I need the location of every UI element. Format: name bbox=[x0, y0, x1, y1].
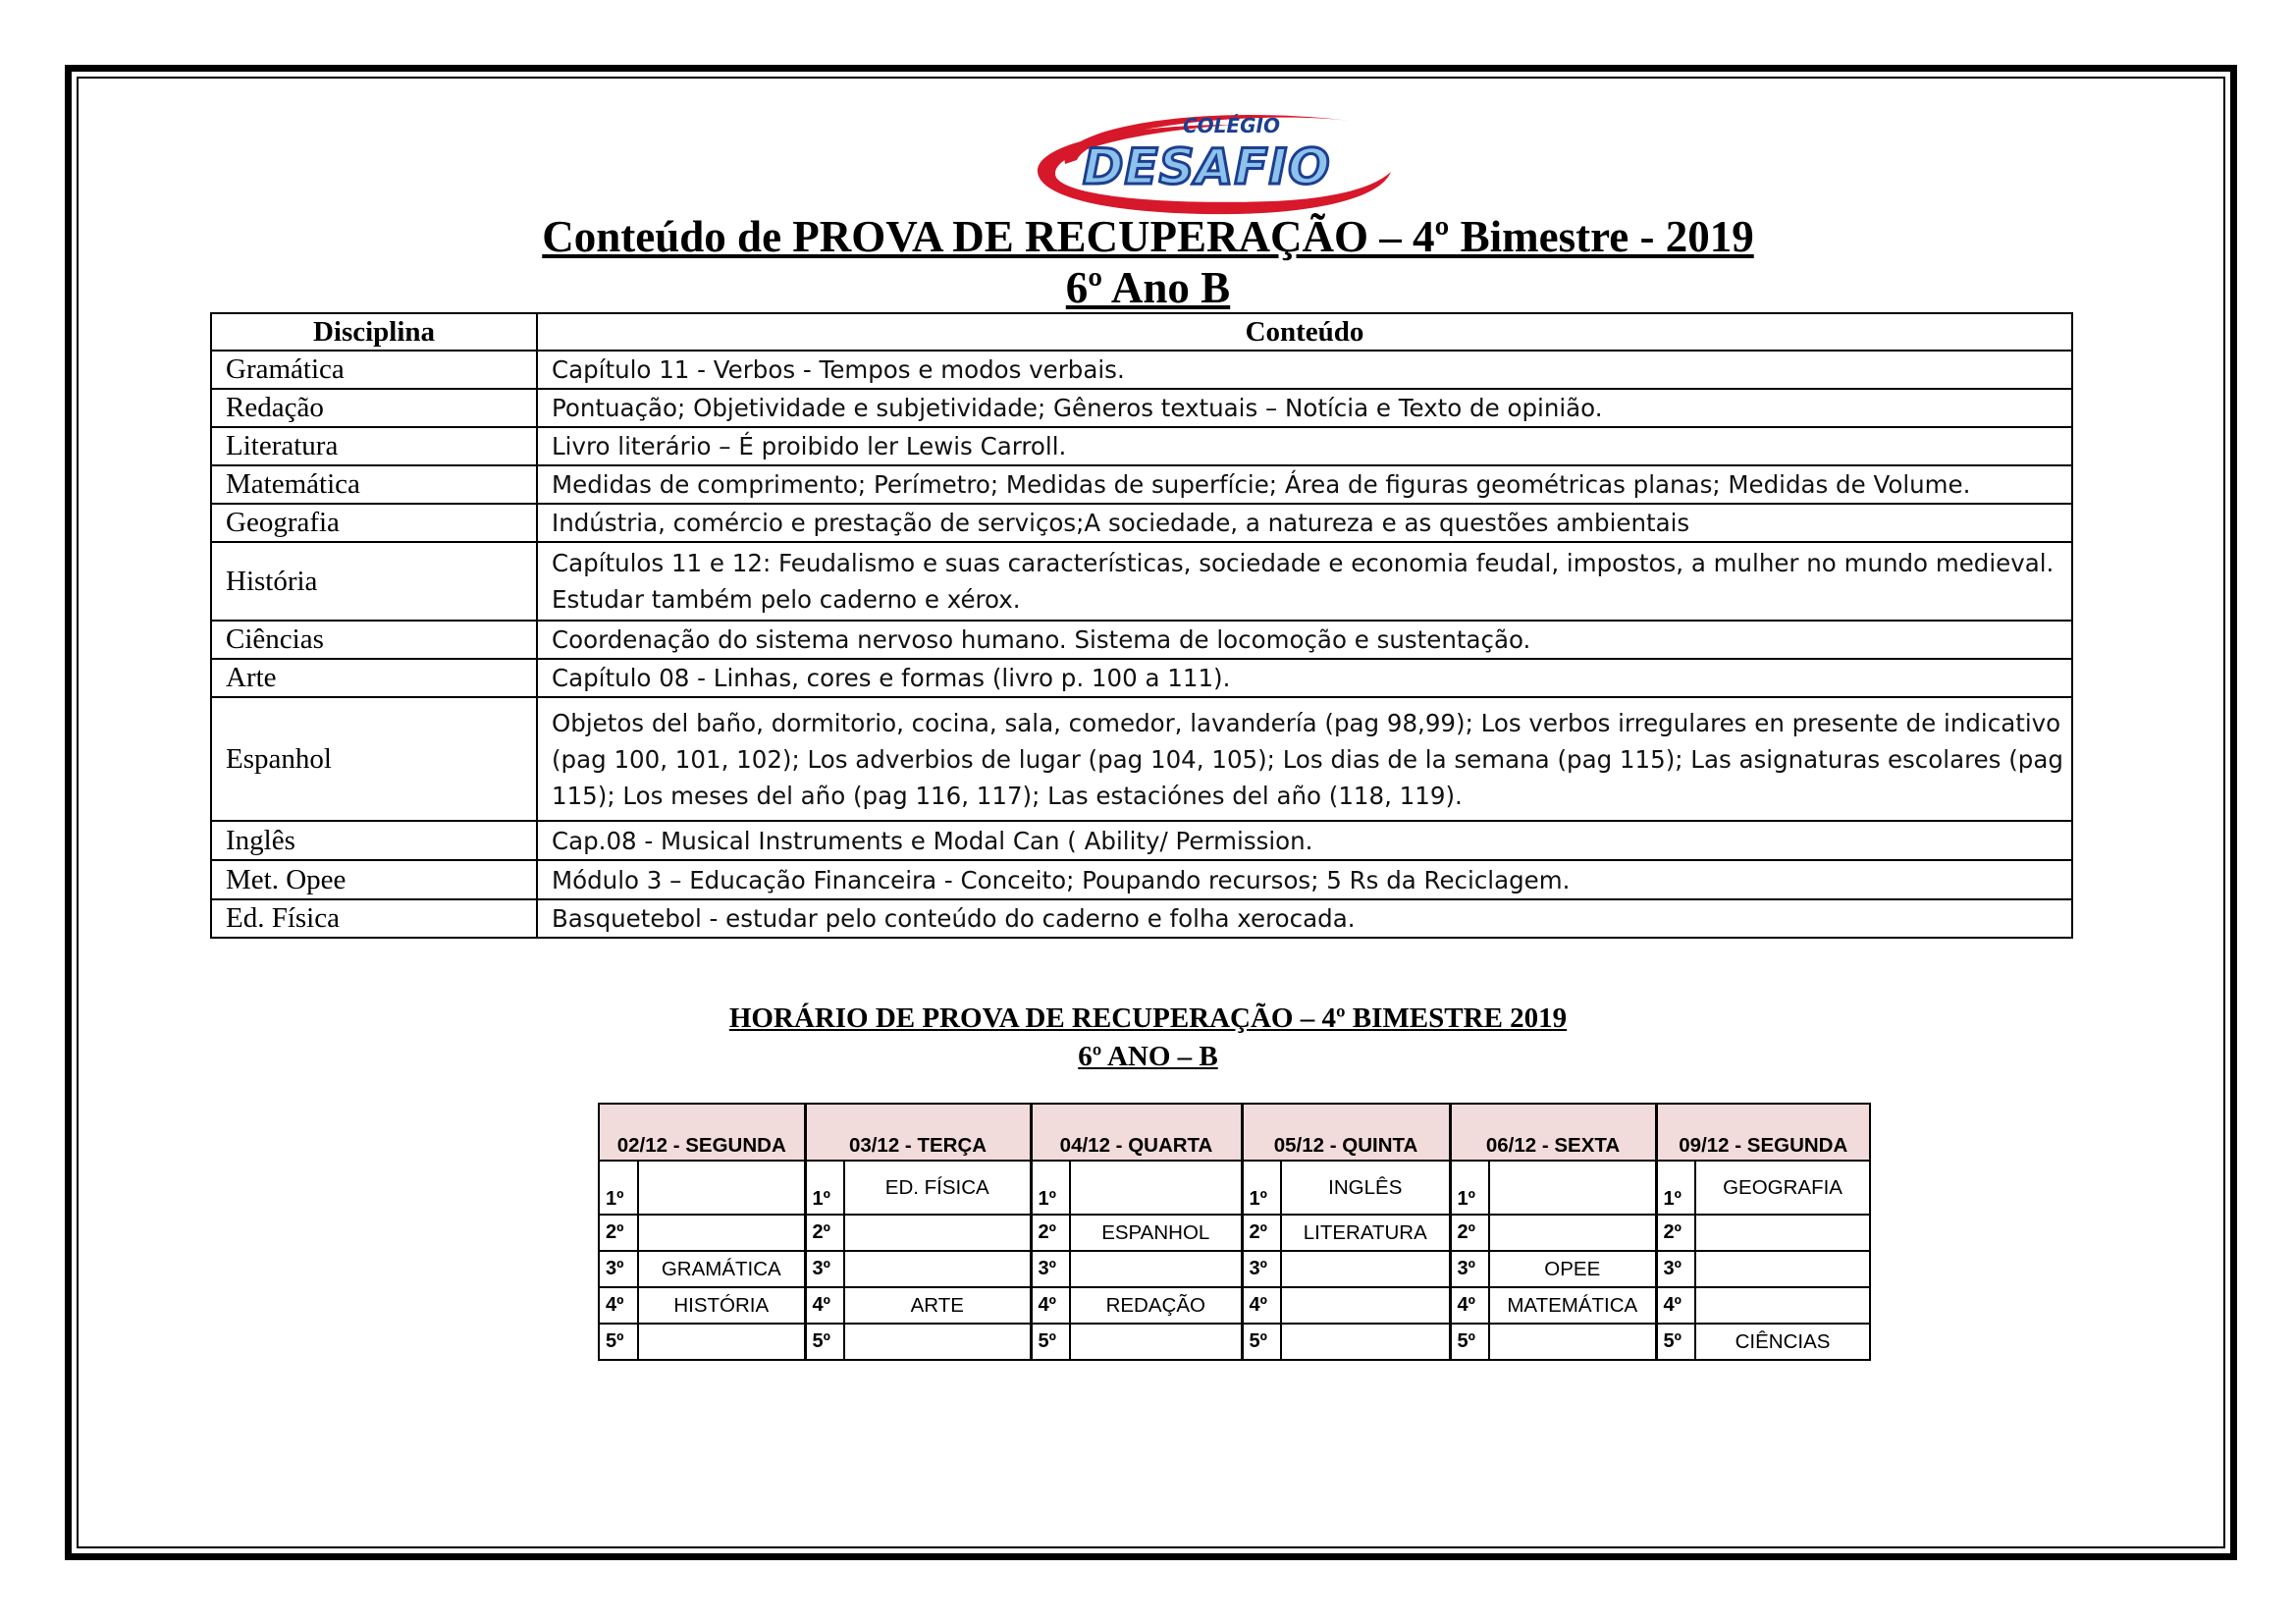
exam-slot bbox=[844, 1324, 1031, 1360]
table-row bbox=[211, 504, 2072, 542]
exam-slot bbox=[638, 1324, 805, 1360]
period-number: 3º bbox=[1450, 1251, 1489, 1287]
disciplina-cell: Redação bbox=[211, 389, 537, 427]
exam-slot: ARTE bbox=[844, 1287, 1031, 1324]
period-number: 4º bbox=[599, 1287, 638, 1324]
period-number: 5º bbox=[599, 1324, 638, 1360]
schedule-row bbox=[599, 1324, 1870, 1360]
exam-slot bbox=[1489, 1161, 1656, 1215]
page-title: Conteúdo de PROVA DE RECUPERAÇÃO – 4º Bimestre - 2019 bbox=[542, 212, 1754, 261]
exam-slot bbox=[1281, 1287, 1450, 1324]
content-table-header bbox=[211, 313, 2072, 351]
period-number: 1º bbox=[1656, 1161, 1695, 1215]
conteudo-cell: Coordenação do sistema nervoso humano. Sistema de locomoção e sustentação. bbox=[537, 621, 2072, 659]
conteudo-cell: Pontuação; Objetividade e subjetividade; Gêneros textuais – Notícia e Texto de opinião. bbox=[537, 389, 2072, 427]
conteudo-cell: Medidas de comprimento; Perímetro; Medidas de superfície; Área de figuras geométricas planas; Medidas de Volume. bbox=[537, 465, 2072, 504]
exam-slot bbox=[638, 1215, 805, 1251]
table-row bbox=[211, 542, 2072, 621]
exam-slot bbox=[1281, 1251, 1450, 1287]
schedule-header-row bbox=[599, 1104, 1870, 1161]
table-row bbox=[211, 659, 2072, 697]
exam-slot bbox=[1489, 1324, 1656, 1360]
disciplina-cell: Arte bbox=[211, 659, 537, 697]
schedule-table bbox=[598, 1103, 1871, 1361]
period-number: 5º bbox=[1242, 1324, 1281, 1360]
conteudo-cell: Módulo 3 – Educação Financeira - Conceito; Poupando recursos; 5 Rs da Reciclagem. bbox=[537, 860, 2072, 899]
svg-text:COLÉGIO: COLÉGIO bbox=[1183, 114, 1280, 137]
exam-slot bbox=[1695, 1287, 1870, 1324]
exam-slot: CIÊNCIAS bbox=[1695, 1324, 1870, 1360]
header-disciplina: Disciplina bbox=[211, 313, 537, 351]
exam-slot bbox=[1070, 1324, 1242, 1360]
period-number: 3º bbox=[805, 1251, 844, 1287]
conteudo-cell: Objetos del baño, dormitorio, cocina, sala, comedor, lavandería (pag 98,99); Los verbos irregulares en presente de indicativo (pag 100, 101, 102); Los adverbios de lugar (pag 104, 105); Los dias de la semana (pag 115); Las asignaturas escolares (pag 115); Los meses del año (pag 116, 117); Las estaciónes del año (118, 119). bbox=[537, 697, 2072, 821]
period-number: 3º bbox=[1656, 1251, 1695, 1287]
table-row bbox=[211, 899, 2072, 938]
exam-slot: ED. FÍSICA bbox=[844, 1161, 1031, 1215]
period-number: 1º bbox=[805, 1161, 844, 1215]
table-row bbox=[211, 427, 2072, 465]
period-number: 4º bbox=[1031, 1287, 1070, 1324]
exam-slot bbox=[1489, 1215, 1656, 1251]
disciplina-cell: Ciências bbox=[211, 621, 537, 659]
period-number: 1º bbox=[1031, 1161, 1070, 1215]
period-number: 1º bbox=[599, 1161, 638, 1215]
period-number: 2º bbox=[599, 1215, 638, 1251]
disciplina-cell: Met. Opee bbox=[211, 860, 537, 899]
exam-slot: HISTÓRIA bbox=[638, 1287, 805, 1324]
period-number: 3º bbox=[1031, 1251, 1070, 1287]
exam-slot bbox=[1070, 1161, 1242, 1215]
day-header: 04/12 - QUARTA bbox=[1031, 1104, 1242, 1161]
period-number: 4º bbox=[1242, 1287, 1281, 1324]
schedule-subtitle: 6º ANO – B bbox=[1078, 1041, 1218, 1072]
table-row bbox=[211, 860, 2072, 899]
disciplina-cell: Espanhol bbox=[211, 697, 537, 821]
conteudo-cell: Capítulos 11 e 12: Feudalismo e suas características, sociedade e economia feudal, impostos, a mulher no mundo medieval. Estudar também pelo caderno e xérox. bbox=[537, 542, 2072, 621]
svg-text:DESAFIO: DESAFIO bbox=[1083, 138, 1331, 195]
exam-slot: MATEMÁTICA bbox=[1489, 1287, 1656, 1324]
exam-slot bbox=[844, 1251, 1031, 1287]
content-table bbox=[210, 312, 2073, 939]
conteudo-cell: Cap.08 - Musical Instruments e Modal Can ( Ability/ Permission. bbox=[537, 821, 2072, 860]
conteudo-cell: Capítulo 11 - Verbos - Tempos e modos verbais. bbox=[537, 351, 2072, 389]
header-conteudo: Conteúdo bbox=[537, 313, 2072, 351]
period-number: 2º bbox=[1031, 1215, 1070, 1251]
exam-slot: REDAÇÃO bbox=[1070, 1287, 1242, 1324]
conteudo-cell: Indústria, comércio e prestação de serviços;A sociedade, a natureza e as questões ambientais bbox=[537, 504, 2072, 542]
exam-slot: OPEE bbox=[1489, 1251, 1656, 1287]
conteudo-cell: Livro literário – É proibido ler Lewis Carroll. bbox=[537, 427, 2072, 465]
exam-slot: GRAMÁTICA bbox=[638, 1251, 805, 1287]
exam-slot: GEOGRAFIA bbox=[1695, 1161, 1870, 1215]
exam-slot: ESPANHOL bbox=[1070, 1215, 1242, 1251]
schedule-row bbox=[599, 1287, 1870, 1324]
day-header: 06/12 - SEXTA bbox=[1450, 1104, 1656, 1161]
period-number: 5º bbox=[805, 1324, 844, 1360]
exam-slot bbox=[638, 1161, 805, 1215]
period-number: 2º bbox=[1242, 1215, 1281, 1251]
period-number: 1º bbox=[1450, 1161, 1489, 1215]
disciplina-cell: História bbox=[211, 542, 537, 621]
period-number: 5º bbox=[1450, 1324, 1489, 1360]
day-header: 02/12 - SEGUNDA bbox=[599, 1104, 805, 1161]
exam-slot bbox=[1281, 1324, 1450, 1360]
table-row bbox=[211, 821, 2072, 860]
period-number: 1º bbox=[1242, 1161, 1281, 1215]
conteudo-cell: Capítulo 08 - Linhas, cores e formas (livro p. 100 a 111). bbox=[537, 659, 2072, 697]
disciplina-cell: Inglês bbox=[211, 821, 537, 860]
schedule-title: HORÁRIO DE PROVA DE RECUPERAÇÃO – 4º BIMESTRE 2019 bbox=[728, 1002, 1568, 1034]
conteudo-cell: Basquetebol - estudar pelo conteúdo do caderno e folha xerocada. bbox=[537, 899, 2072, 938]
table-row bbox=[211, 351, 2072, 389]
disciplina-cell: Geografia bbox=[211, 504, 537, 542]
day-header: 03/12 - TERÇA bbox=[805, 1104, 1031, 1161]
schedule-row bbox=[599, 1161, 1870, 1215]
disciplina-cell: Matemática bbox=[211, 465, 537, 504]
period-number: 3º bbox=[1242, 1251, 1281, 1287]
period-number: 5º bbox=[1031, 1324, 1070, 1360]
disciplina-cell: Ed. Física bbox=[211, 899, 537, 938]
table-row bbox=[211, 465, 2072, 504]
table-row bbox=[211, 621, 2072, 659]
colegio-desafio-logo bbox=[1026, 103, 1404, 216]
period-number: 2º bbox=[1656, 1215, 1695, 1251]
exam-slot bbox=[1695, 1251, 1870, 1287]
period-number: 4º bbox=[805, 1287, 844, 1324]
disciplina-cell: Literatura bbox=[211, 427, 537, 465]
exam-slot bbox=[1695, 1215, 1870, 1251]
exam-slot bbox=[844, 1215, 1031, 1251]
table-row bbox=[211, 389, 2072, 427]
exam-slot: INGLÊS bbox=[1281, 1161, 1450, 1215]
schedule-row bbox=[599, 1251, 1870, 1287]
period-number: 2º bbox=[1450, 1215, 1489, 1251]
period-number: 3º bbox=[599, 1251, 638, 1287]
day-header: 05/12 - QUINTA bbox=[1242, 1104, 1450, 1161]
period-number: 4º bbox=[1450, 1287, 1489, 1324]
exam-slot bbox=[1070, 1251, 1242, 1287]
page-subtitle: 6º Ano B bbox=[1065, 263, 1231, 312]
period-number: 5º bbox=[1656, 1324, 1695, 1360]
table-row bbox=[211, 697, 2072, 821]
schedule-row bbox=[599, 1215, 1870, 1251]
exam-slot: LITERATURA bbox=[1281, 1215, 1450, 1251]
day-header: 09/12 - SEGUNDA bbox=[1656, 1104, 1870, 1161]
disciplina-cell: Gramática bbox=[211, 351, 537, 389]
period-number: 2º bbox=[805, 1215, 844, 1251]
period-number: 4º bbox=[1656, 1287, 1695, 1324]
